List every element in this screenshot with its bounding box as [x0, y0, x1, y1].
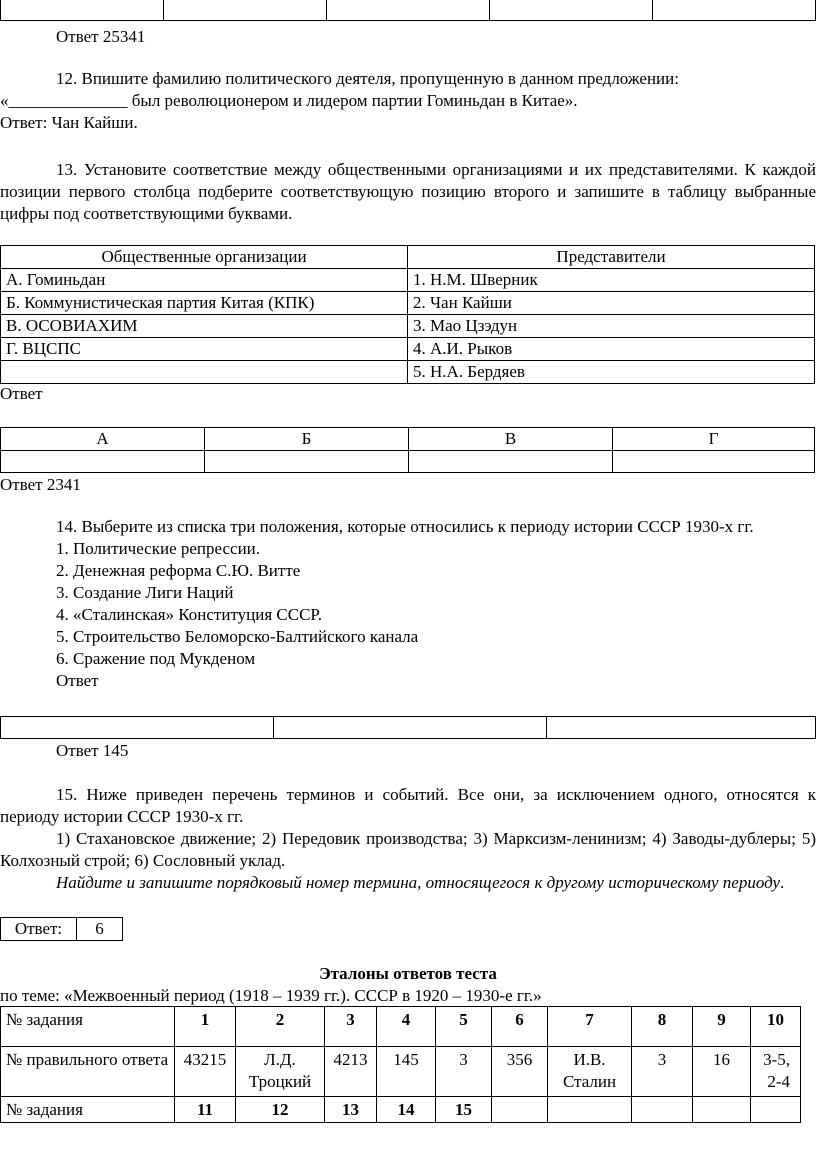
q13-cell: А. Гоминьдан — [1, 269, 408, 292]
key-title: Эталоны ответов теста — [319, 964, 497, 983]
key-task-num: 8 — [632, 1007, 693, 1047]
table-cell — [1, 0, 164, 21]
q13-cell: Г. ВЦСПС — [1, 338, 408, 361]
q13-letter: Б — [205, 428, 409, 451]
q14-item: 1. Политические репрессии. — [56, 539, 261, 558]
q14-text: 14. Выберите из списка три положения, которые относились к периоду истории СССР 1930-х гг. — [56, 517, 754, 536]
q13-cell: 2. Чан Кайши — [408, 292, 815, 315]
q13-matching-table — [0, 245, 815, 384]
question-15 — [0, 784, 816, 894]
q13-answer-cell[interactable] — [205, 451, 409, 473]
q12-text: 12. Впишите фамилию политического деятеля, пропущенную в данном предложении: — [56, 69, 679, 88]
key-task-num: 12 — [236, 1097, 325, 1123]
table-cell — [327, 0, 490, 21]
q13-header-orgs: Общественные организации — [1, 246, 408, 269]
key-answer: 3 — [632, 1047, 693, 1097]
q14-answer-cell[interactable] — [547, 717, 816, 739]
q15-answer-value: 6 — [77, 918, 123, 941]
q15-task-text: Найдите и запишите порядковый номер термина, относящегося к другому историческому периоду — [56, 873, 781, 892]
q13-header-people: Представители — [408, 246, 815, 269]
question-12 — [0, 68, 816, 134]
key-answer: Л.Д. Троцкий — [236, 1047, 325, 1097]
q13-cell: В. ОСОВИАХИМ — [1, 315, 408, 338]
question-14 — [0, 516, 816, 692]
key-empty-cell — [693, 1097, 751, 1123]
table-cell — [490, 0, 653, 21]
q13-answer-cell[interactable] — [409, 451, 613, 473]
q14-answer-cell[interactable] — [274, 717, 547, 739]
key-answer: 16 — [693, 1047, 751, 1097]
question-13 — [0, 159, 816, 225]
key-row-label: № задания — [1, 1097, 175, 1123]
q14-answer-table — [0, 716, 816, 739]
key-answer: 3 — [436, 1047, 492, 1097]
q14-answer-cell[interactable] — [1, 717, 274, 739]
q13-answer-cell[interactable] — [1, 451, 205, 473]
top-partial-table — [0, 0, 816, 21]
q14-answer-label: Ответ — [56, 671, 99, 690]
key-task-num: 1 — [175, 1007, 236, 1047]
q12-sentence: «______________ был революционером и лидером партии Гоминьдан в Китае». — [0, 91, 578, 110]
q14-answer: Ответ 145 — [56, 741, 129, 760]
q13-answer-table — [0, 427, 815, 473]
q13-letter: Г — [613, 428, 815, 451]
q13-cell: 1. Н.М. Шверник — [408, 269, 815, 292]
q13-cell: 4. А.И. Рыков — [408, 338, 815, 361]
q13-answer: Ответ 2341 — [0, 475, 81, 494]
key-task-num: 13 — [325, 1097, 377, 1123]
q14-item: 4. «Сталинская» Конституция СССР. — [56, 605, 323, 624]
table-cell — [653, 0, 816, 21]
q15-task — [0, 872, 816, 894]
q13-answer-cell[interactable] — [613, 451, 815, 473]
key-answer: 3-5, 2-4 — [751, 1047, 801, 1097]
key-answer: 145 — [377, 1047, 436, 1097]
q13-cell: 5. Н.А. Бердяев — [408, 361, 815, 384]
table-cell — [164, 0, 327, 21]
q14-item: 2. Денежная реформа С.Ю. Витте — [56, 561, 301, 580]
q13-cell: Б. Коммунистическая партия Китая (КПК) — [1, 292, 408, 315]
q13-text: 13. Установите соответствие между общественными организациями и их представителями. К каждой позиции первого столбца подберите соответствующую позицию второго и запишите в таблицу выбранные цифры под соответствующими буквами. — [0, 160, 816, 223]
key-answer: 356 — [492, 1047, 548, 1097]
q15-answer-label: Ответ: — [1, 918, 77, 941]
q14-item: 5. Строительство Беломорско-Балтийского канала — [56, 627, 419, 646]
key-empty-cell — [751, 1097, 801, 1123]
top-answer: Ответ 25341 — [56, 27, 146, 46]
key-empty-cell — [548, 1097, 632, 1123]
q13-answer-label: Ответ — [0, 384, 43, 403]
key-empty-cell — [492, 1097, 548, 1123]
q14-item: 3. Создание Лиги Наций — [56, 583, 234, 602]
answer-key-table — [0, 1006, 801, 1123]
q15-answer-table — [0, 917, 123, 941]
key-task-num: 9 — [693, 1007, 751, 1047]
key-empty-cell — [632, 1097, 693, 1123]
key-task-num: 10 — [751, 1007, 801, 1047]
key-task-num: 6 — [492, 1007, 548, 1047]
key-row-label: № задания — [1, 1007, 175, 1047]
key-answer: И.В. Сталин — [548, 1047, 632, 1097]
key-task-num: 15 — [436, 1097, 492, 1123]
key-task-num: 3 — [325, 1007, 377, 1047]
q13-cell: 3. Мао Цзэдун — [408, 315, 815, 338]
key-task-num: 7 — [548, 1007, 632, 1047]
q13-letter: А — [1, 428, 205, 451]
key-task-num: 2 — [236, 1007, 325, 1047]
key-task-num: 14 — [377, 1097, 436, 1123]
q13-letter: В — [409, 428, 613, 451]
q15-text: 15. Ниже приведен перечень терминов и событий. Все они, за исключением одного, относятся к периоду истории СССР 1930-х гг. — [0, 785, 816, 826]
key-task-num: 4 — [377, 1007, 436, 1047]
key-task-num: 5 — [436, 1007, 492, 1047]
key-subtitle: по теме: «Межвоенный период (1918 – 1939 гг.). СССР в 1920 – 1930-е гг.» — [0, 986, 542, 1005]
key-answer: 4213 — [325, 1047, 377, 1097]
key-answer: 43215 — [175, 1047, 236, 1097]
key-task-num: 11 — [175, 1097, 236, 1123]
q15-list: 1) Стахановское движение; 2) Передовик производства; 3) Марксизм-ленинизм; 4) Заводы-дублеры; 5) Колхозный строй; 6) Сословный уклад. — [0, 829, 816, 870]
key-row-label: № правильного ответа — [1, 1047, 175, 1097]
q12-answer: Ответ: Чан Кайши. — [0, 113, 138, 132]
q14-item: 6. Сражение под Мукденом — [56, 649, 256, 668]
q13-cell — [1, 361, 408, 384]
q15-task-end: . — [780, 873, 785, 892]
